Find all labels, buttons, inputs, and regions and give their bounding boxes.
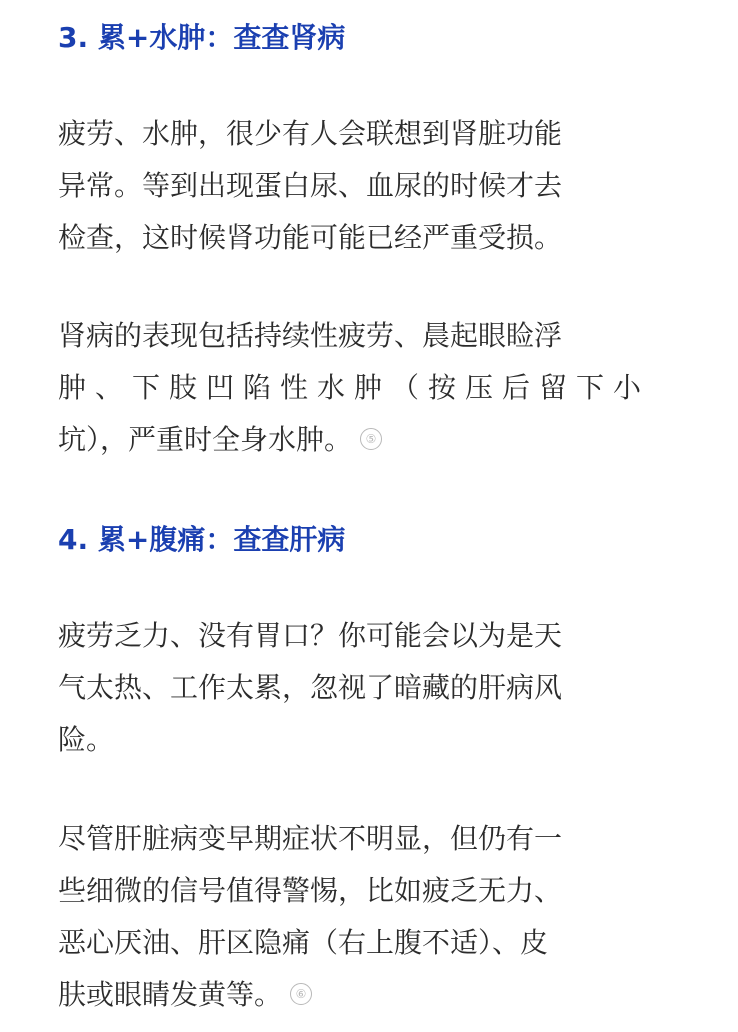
text-line: 险。 xyxy=(58,723,115,756)
text-line-content: 坑），严重时全身水肿。 xyxy=(58,423,353,456)
paragraph-kidney-symptoms xyxy=(58,310,651,466)
text-line: 肿、下肢凹陷性水肿（按压后留下小 xyxy=(58,371,651,404)
section-heading-liver: 4. 累+腹痛：查查肝病 xyxy=(58,523,346,556)
text-line: 尽管肝脏病变早期症状不明显，但仍有一 xyxy=(58,822,563,855)
paragraph-kidney-intro xyxy=(58,108,648,264)
text-line: 异常。等到出现蛋白尿、血尿的时候才去 xyxy=(58,169,563,202)
text-line: 肾病的表现包括持续性疲劳、晨起眼睑浮 xyxy=(58,319,563,352)
paragraph-liver-intro xyxy=(58,610,648,766)
text-line: 气太热、工作太累，忽视了暗藏的肝病风 xyxy=(58,671,563,704)
text-line: 疲劳乏力、没有胃口？你可能会以为是天 xyxy=(58,619,563,652)
text-line: 恶心厌油、肝区隐痛（右上腹不适）、皮 xyxy=(58,926,549,959)
paragraph-liver-symptoms xyxy=(58,813,648,1021)
text-line: 检查，这时候肾功能可能已经严重受损。 xyxy=(58,221,563,254)
reference-marker-5[interactable]: ⑤ xyxy=(360,428,382,450)
text-line: 疲劳、水肿，很少有人会联想到肾脏功能 xyxy=(58,117,563,150)
text-line-content: 肤或眼睛发黄等。 xyxy=(58,978,283,1011)
section-heading-kidney: 3. 累+水肿：查查肾病 xyxy=(58,21,346,54)
text-line: 些细微的信号值得警惕，比如疲乏无力、 xyxy=(58,874,563,907)
text-line xyxy=(58,969,648,1021)
text-line xyxy=(58,414,648,466)
reference-marker-6[interactable]: ⑥ xyxy=(290,983,312,1005)
